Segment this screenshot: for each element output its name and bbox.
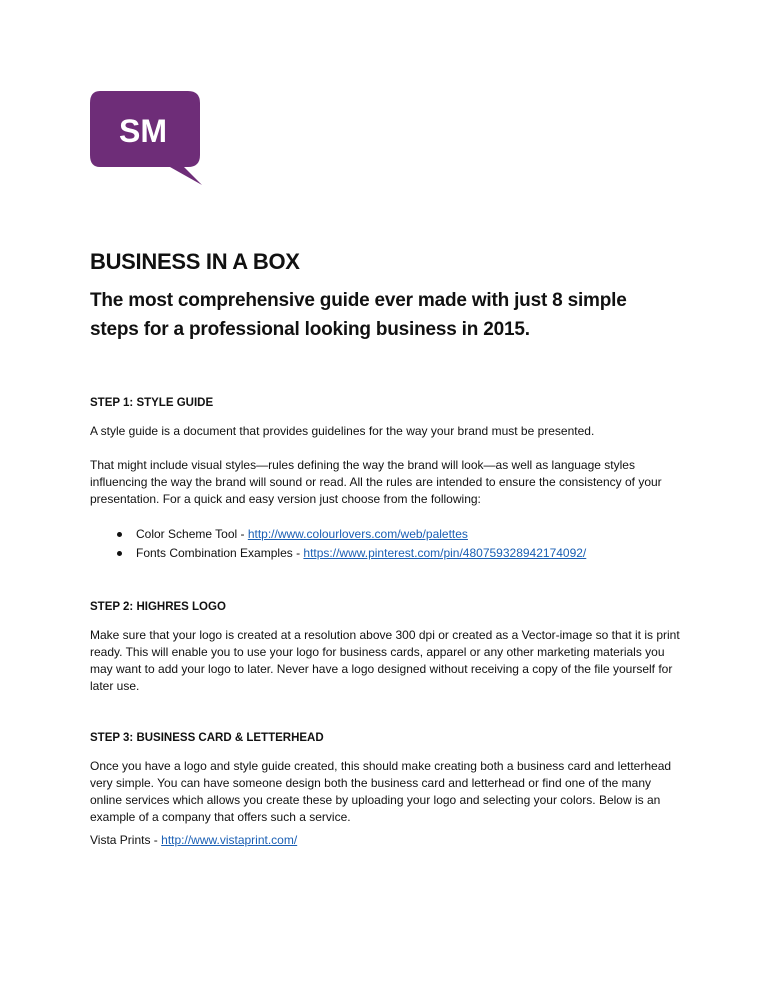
- step-3-section: [90, 730, 686, 849]
- document-title: BUSINESS IN A BOX: [90, 249, 300, 274]
- step-2-heading: STEP 2: HIGHRES LOGO: [90, 601, 226, 613]
- subtitle-line-1: The most comprehensive guide ever made with just 8 simple: [90, 290, 627, 311]
- step-3-vendor-line: [90, 832, 686, 849]
- step-2-section: [90, 599, 686, 695]
- logo-text: SM: [119, 113, 167, 149]
- bullet-label: Color Scheme Tool -: [136, 527, 248, 541]
- step-1-heading: STEP 1: STYLE GUIDE: [90, 397, 214, 409]
- step-1-bullet-list: [90, 525, 686, 563]
- step-2-paragraph-1: Make sure that your logo is created at a resolution above 300 dpi or created as a Vector-image so that it is print ready. This will enable you to use your logo for business cards, apparel or any other marketing materials you may want to add your logo to later. Never have a logo designed without receiving a copy of the file yourself for later use.: [90, 628, 680, 693]
- list-item: [90, 544, 686, 563]
- step-1-paragraph-1: A style guide is a document that provides guidelines for the way your brand must be presented.: [90, 424, 595, 438]
- subtitle-line-2: steps for a professional looking business in 2015.: [90, 319, 530, 340]
- bullet-icon: [117, 532, 122, 537]
- list-item: [90, 525, 686, 544]
- colourlovers-link[interactable]: http://www.colourlovers.com/web/palettes: [247, 527, 468, 541]
- bullet-icon: [117, 551, 122, 556]
- bullet-label: Fonts Combination Examples -: [136, 546, 304, 560]
- pinterest-link[interactable]: https://www.pinterest.com/pin/480759328942174092/: [303, 546, 587, 560]
- vistaprint-link[interactable]: http://www.vistaprint.com/: [161, 833, 298, 847]
- step-3-paragraph-1: Once you have a logo and style guide created, this should make creating both a business card and letterhead very simple. You can have someone design both the business card and letterhead or find one of the many online services which allows you create these by uploading your logo and selecting your colors. Below is an example of a company that offers such a service.: [90, 759, 672, 824]
- speech-bubble-logo-icon: [88, 89, 206, 187]
- document-subtitle: [90, 286, 686, 344]
- step-1-paragraph-2: That might include visual styles—rules defining the way the brand will look—as well as language styles influencing the way the brand will sound or read. All the rules are intended to ensure the consistency of your presentation. For a quick and easy version just choose from the following:: [90, 458, 662, 506]
- vendor-label: Vista Prints -: [90, 833, 162, 847]
- step-3-heading: STEP 3: BUSINESS CARD & LETTERHEAD: [90, 732, 324, 744]
- step-1-section: [90, 395, 686, 563]
- document-body: [90, 244, 686, 849]
- sm-logo: [88, 89, 206, 187]
